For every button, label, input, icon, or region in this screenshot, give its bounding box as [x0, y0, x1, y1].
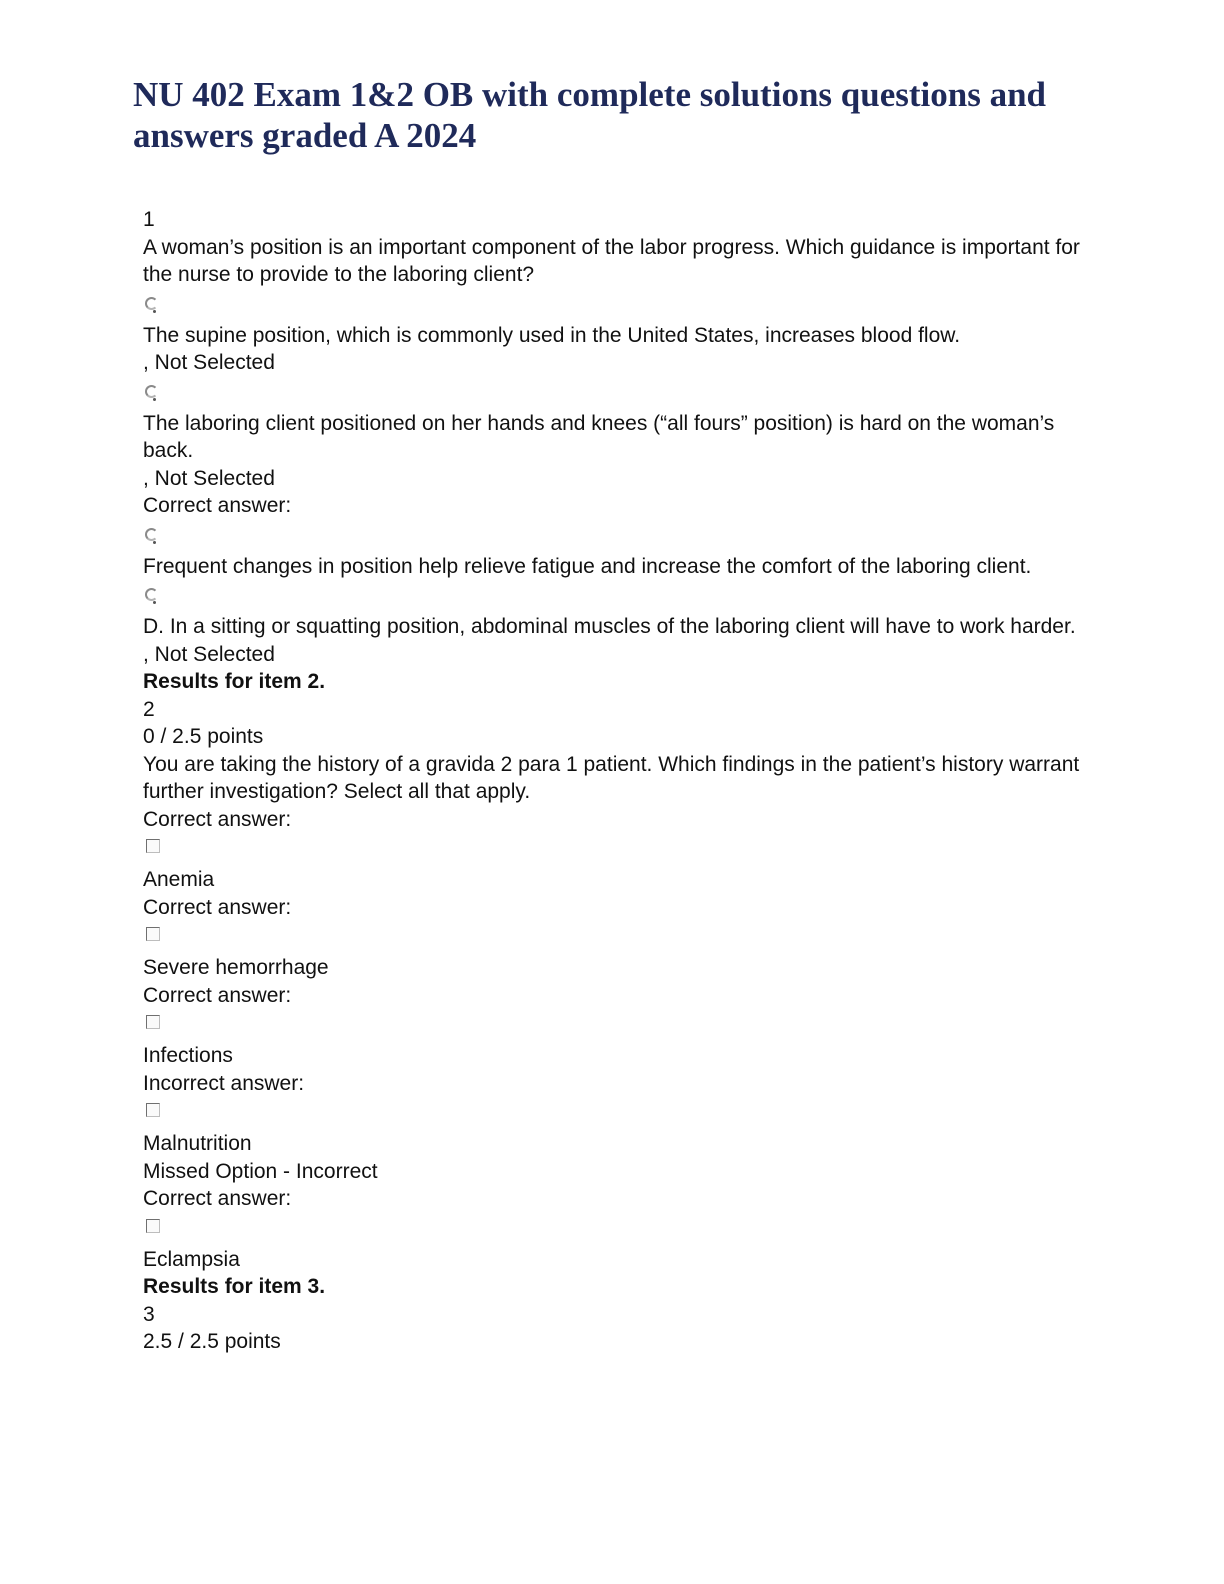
answer-label: Correct answer:	[143, 895, 292, 919]
option-2-control[interactable]	[143, 921, 1083, 954]
option-5-control[interactable]	[143, 1213, 1083, 1246]
radio-button-icon	[145, 385, 158, 398]
checkbox-icon	[146, 1219, 160, 1233]
checkbox-icon	[146, 1015, 160, 1029]
results-heading: Results for item 2.	[143, 670, 326, 693]
option-d-status: , Not Selected	[143, 642, 275, 666]
item-number: 1	[143, 208, 155, 231]
item-number: 3	[143, 1302, 155, 1326]
option-3-text: Infections	[143, 1044, 233, 1067]
option-a-status: , Not Selected	[143, 351, 275, 374]
option-1-control[interactable]	[143, 833, 1083, 866]
document-body	[143, 206, 1083, 1356]
radio-button-icon	[145, 528, 158, 541]
option-b-text: The laboring client positioned on her hands and knees (“all fours” position) is hard on the woman’s back.	[143, 411, 1055, 462]
correct-answer-label: Correct answer:	[143, 494, 292, 517]
option-b-control[interactable]	[143, 377, 1083, 410]
answer-label: Incorrect answer:	[143, 1071, 305, 1095]
option-d-control[interactable]	[143, 580, 1083, 613]
option-4-text: Malnutrition	[143, 1132, 252, 1155]
checkbox-icon	[146, 839, 160, 853]
checkbox-icon	[146, 1103, 160, 1117]
option-c-control[interactable]	[143, 520, 1083, 553]
item-number: 2	[143, 697, 155, 721]
answer-label: Correct answer:	[143, 807, 292, 831]
option-b-status: , Not Selected	[143, 466, 275, 490]
points-score: 2.5 / 2.5 points	[143, 1330, 281, 1353]
answer-label: Correct answer:	[143, 1187, 292, 1210]
option-2-text: Severe hemorrhage	[143, 956, 329, 979]
document-title: NU 402 Exam 1&2 OB with complete solutions questions and answers graded A 2024	[133, 75, 1047, 155]
points-score: 0 / 2.5 points	[143, 725, 264, 748]
option-4-status: Missed Option - Incorrect	[143, 1159, 378, 1183]
answer-label: Correct answer:	[143, 983, 292, 1007]
radio-button-icon	[145, 588, 158, 601]
checkbox-icon	[146, 927, 160, 941]
results-heading: Results for item 3.	[143, 1275, 326, 1298]
question-text: You are taking the history of a gravida 2 para 1 patient. Which findings in the patient’s history warrant further investigation? Select all that apply.	[143, 752, 1080, 803]
option-a-text: The supine position, which is commonly used in the United States, increases blood flow.	[143, 323, 961, 347]
question-text: A woman’s position is an important component of the labor progress. Which guidance is important for the nurse to provide to the laboring client?	[143, 235, 1080, 286]
option-4-control[interactable]	[143, 1097, 1083, 1130]
option-1-text: Anemia	[143, 868, 215, 891]
option-5-text: Eclampsia	[143, 1247, 240, 1271]
option-d-text: D. In a sitting or squatting position, abdominal muscles of the laboring client will have to work harder.	[143, 615, 1076, 638]
option-c-text: Frequent changes in position help relieve fatigue and increase the comfort of the laboring client.	[143, 554, 1032, 578]
option-3-control[interactable]	[143, 1009, 1083, 1042]
option-a-control[interactable]	[143, 289, 1083, 322]
radio-button-icon	[145, 297, 158, 310]
